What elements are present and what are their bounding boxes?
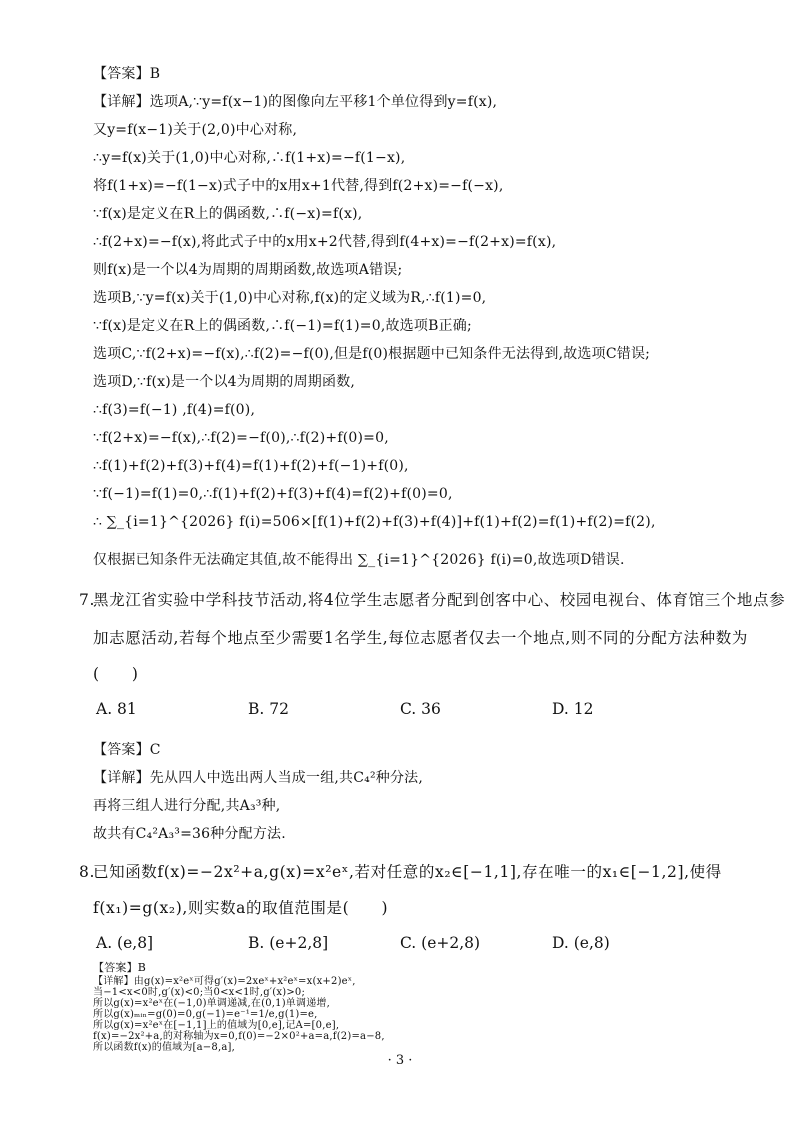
- page-number: · 3 ·: [387, 1053, 413, 1068]
- q6-detail-line: ∵f(−1)=f(1)=0,∴f(1)+f(2)+f(3)+f(4)=f(2)+f(0)=0,: [93, 486, 453, 502]
- q8-option-b: B. (e+2,8]: [248, 934, 329, 952]
- q8-option-a: A. (e,8]: [96, 934, 154, 952]
- q6-detail-line: 选项D,∵f(x)是一个以4为周期的周期函数,: [93, 374, 356, 390]
- q6-detail-line: 选项B,∵y=f(x)关于(1,0)中心对称,f(x)的定义域为R,∴f(1)=0,: [93, 290, 487, 306]
- q6-detail-line: ∵f(x)是定义在R上的偶函数,∴f(−1)=f(1)=0,故选项B正确;: [93, 318, 472, 334]
- q7-detail-line: 【详解】先从四人中选出两人当成一组,共C₄²种分法,: [93, 770, 424, 786]
- q6-detail-line: ∵f(2+x)=−f(x),∴f(2)=−f(0),∴f(2)+f(0)=0,: [93, 430, 389, 446]
- q7-stem-text: 黑龙江省实验中学科技节活动,将4位学生志愿者分配到创客中心、校园电视台、体育馆三个地点参: [93, 591, 786, 609]
- q6-detail-line: 将f(1+x)=−f(1−x)式子中的x用x+1代替,得到f(2+x)=−f(−x),: [93, 178, 504, 194]
- q7-stem-line-1: 7.黑龙江省实验中学科技节活动,将4位学生志愿者分配到创客中心、校园电视台、体育馆三个地点参: [79, 591, 786, 609]
- q6-summation-line: ∴ ∑_{i=1}^{2026} f(i)=506×[f(1)+f(2)+f(3)+f(4)]+f(1)+f(2)=f(1)+f(2)=f(2),: [93, 514, 656, 530]
- q8-option-d: D. (e,8): [552, 934, 610, 952]
- q6-detail-line: ∴f(3)=f(−1) ,f(4)=f(0),: [93, 402, 256, 418]
- q7-option-b: B. 72: [248, 700, 289, 718]
- q6-detail-line: ∵f(x)是定义在R上的偶函数,∴f(−x)=f(x),: [93, 206, 363, 222]
- q8-detail-line: 【详解】由g(x)=x²eˣ可得g′(x)=2xeˣ+x²eˣ=x(x+2)eˣ,: [93, 976, 356, 987]
- q8-detail-line: 所以g(x)=x²eˣ在(−1,0)单调递减,在(0,1)单调递增,: [93, 998, 330, 1009]
- q8-detail-line: 当−1<x<0时,g′(x)<0;当0<x<1时,g′(x)>0;: [93, 987, 306, 998]
- q8-detail-line: 所以g(x)ₘᵢₙ=g(0)=0,g(−1)=e⁻¹=1/e,g(1)=e,: [93, 1009, 318, 1020]
- q8-stem-line-2: f(x₁)=g(x₂),则实数a的取值范围是( ): [93, 899, 389, 917]
- q7-stem-line-2: 加志愿活动,若每个地点至少需要1名学生,每位志愿者仅去一个地点,则不同的分配方法种数为: [93, 629, 748, 647]
- q7-option-d: D. 12: [552, 700, 594, 718]
- q6-detail-line: ∴f(2+x)=−f(x),将此式子中的x用x+2代替,得到f(4+x)=−f(2+x)=f(x),: [93, 234, 557, 250]
- q7-detail-line: 故共有C₄²A₃³=36种分配方法.: [93, 826, 286, 842]
- q7-answer: 【答案】C: [93, 742, 161, 758]
- q6-conclusion-line: 仅根据已知条件无法确定其值,故不能得出 ∑_{i=1}^{2026} f(i)=0,故选项D错误.: [93, 552, 625, 568]
- q8-stem-line-1: 8.已知函数f(x)=−2x²+a,g(x)=x²eˣ,若对任意的x₂∈[−1,1],存在唯一的x₁∈[−1,2],使得: [79, 863, 722, 881]
- q6-detail-line: 【详解】选项A,∵y=f(x−1)的图像向左平移1个单位得到y=f(x),: [93, 94, 498, 110]
- q8-stem-text: 已知函数f(x)=−2x²+a,g(x)=x²eˣ,若对任意的x₂∈[−1,1],存在唯一的x₁∈[−1,2],使得: [93, 863, 722, 881]
- q8-option-c: C. (e+2,8): [400, 934, 481, 952]
- q6-answer: 【答案】B: [93, 66, 161, 82]
- q8-answer: 【答案】B: [93, 961, 147, 974]
- q8-detail-line: 所以函数f(x)的值域为[a−8,a],: [93, 1042, 235, 1053]
- q8-detail-line: f(x)=−2x²+a,的对称轴为x=0,f(0)=−2×0²+a=a,f(2)=a−8,: [93, 1031, 385, 1042]
- q6-detail-line: ∴y=f(x)关于(1,0)中心对称,∴f(1+x)=−f(1−x),: [93, 150, 406, 166]
- q8-detail-line: 所以g(x)=x²eˣ在[−1,1]上的值域为[0,e],记A=[0,e],: [93, 1020, 340, 1031]
- q7-option-c: C. 36: [400, 700, 441, 718]
- q6-detail-line: 选项C,∵f(2+x)=−f(x),∴f(2)=−f(0),但是f(0)根据题中已知条件无法得到,故选项C错误;: [93, 346, 651, 362]
- q7-blank: ( ): [93, 665, 139, 683]
- q6-detail-line: 则f(x)是一个以4为周期的周期函数,故选项A错误;: [93, 262, 403, 278]
- q7-detail-line: 再将三组人进行分配,共A₃³种,: [93, 798, 281, 814]
- q7-option-a: A. 81: [96, 700, 137, 718]
- q6-detail-line: 又y=f(x−1)关于(2,0)中心对称,: [93, 122, 298, 138]
- q6-detail-line: ∴f(1)+f(2)+f(3)+f(4)=f(1)+f(2)+f(−1)+f(0),: [93, 458, 409, 474]
